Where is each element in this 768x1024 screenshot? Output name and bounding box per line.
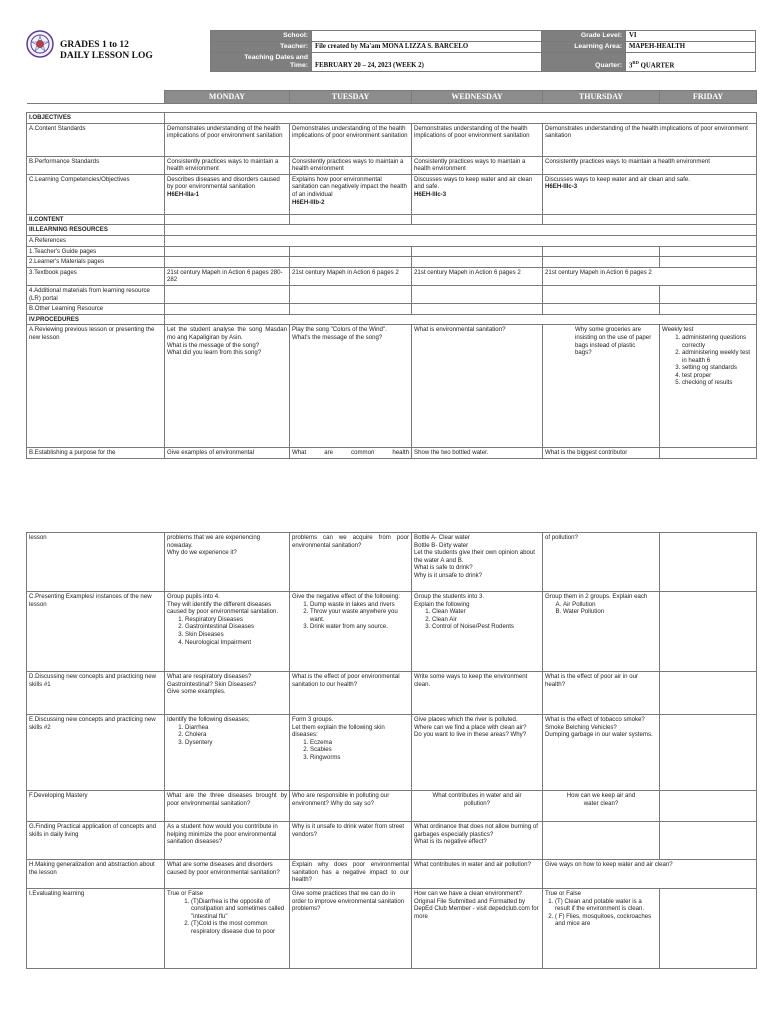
discuss2-wed: Give places which the river is polluted. Where can we find a place with clean air? Do you want to live in these areas? Why?	[412, 715, 543, 791]
evaluating-label: I.Evaluating learning	[27, 889, 165, 969]
lm-pages-label: 2.Learner's Materials pages	[27, 257, 165, 268]
day-thursday: THURSDAY	[543, 91, 660, 104]
discuss2-label: E.Discussing new concepts and practicing new skills #2	[27, 715, 165, 791]
generalization-tue: Explain why does poor environmental sanitation has a negative impact to our health?	[290, 860, 412, 889]
review-fri: Weekly test 1. administering questions correctly 2. administering weekly test in health 6 3. setting og standards 4. test proper 5. checking of results	[660, 325, 757, 448]
presenting-mon: Group pupils into 4. They will identify the different diseases caused by poor environmental sanitation. 1. Respiratory Diseases 2. Gastrointestinal Diseases 3. Skin Diseases 4. Neurological Impairment	[165, 592, 290, 672]
review-wed: What is environmental sanitation?	[412, 325, 543, 448]
dates-value: FEBRUARY 20 – 24, 2023 (WEEK 2)	[312, 53, 542, 72]
purpose-label: B.Establishing a purpose for the	[27, 448, 165, 459]
performance-tue: Consistently practices ways to maintain a health environment	[290, 156, 412, 174]
purpose-thu-cont: of pollution?	[543, 533, 660, 592]
content-heading: II.CONTENT	[27, 214, 165, 225]
review-label: A.Reviewing previous lesson or presenting the new lesson	[27, 325, 165, 448]
content-standards-wed: Demonstrates understanding of the health implications of poor environment sanitation	[412, 123, 543, 156]
day-friday: FRIDAY	[660, 91, 757, 104]
evaluating-mon: True or False 1. (T)Diarrhea is the opposite of constipation and sometimes called "intestinal flu" 2. (T)Cold is the most common respiratory disease due to poor	[165, 889, 290, 969]
textbook-tue: 21st century Mapeh in Action 6 pages 2	[290, 267, 412, 285]
performance-thu: Consistently practices ways to maintain a health environment	[543, 156, 757, 174]
purpose-thu-start: What is the biggest contributor	[543, 448, 660, 459]
lesson-table-page2	[26, 532, 757, 969]
purpose-wed-cont: Bottle A- Clear water Bottle B- Dirty water Let the students give their own opinion about the water A and B. What is safe to drink? Why is it unsafe to drink?	[412, 533, 543, 592]
practical-wed: What ordinance that does not allow burning of garbages especially plastics? What is its negative effect?	[412, 822, 543, 860]
discuss1-wed: Write some ways to keep the environment clean.	[412, 672, 543, 715]
content-standards-tue: Demonstrates understanding of the health implications of poor environment sanitation	[290, 123, 412, 156]
discuss2-tue: Form 3 groups. Let them explain the following skin diseases: 1. Eczema 2. Scabies 3. Ringworms	[290, 715, 412, 791]
generalization-thu: Give ways on how to keep water and air clean?	[543, 860, 757, 889]
review-tue: Play the song "Colors of the Wind". What's the message of the song?	[290, 325, 412, 448]
school-value	[312, 31, 542, 42]
purpose-tue-start: What are common health	[290, 448, 412, 459]
discuss2-thu: What is the effect of tobacco smoke? Smoke Belching Vehicles? Dumping garbage in our water systems.	[543, 715, 660, 791]
corner-cell	[27, 91, 165, 104]
additional-label: 4.Additional materials from learning resource (LR) portal	[27, 285, 165, 303]
school-label: School:	[211, 31, 312, 42]
competencies-wed: Discusses ways to keep water and air clean and safe. H6EH-IIIc-3	[412, 174, 543, 214]
area-value: MAPEH-HEALTH	[626, 42, 756, 53]
references-label: A.References	[27, 235, 165, 246]
mastery-label: F.Developing Mastery	[27, 791, 165, 822]
presenting-thu: Group them in 2 groups. Explain each A. Air Pollution B. Water Pollution	[543, 592, 660, 672]
textbook-wed: 21st century Mapeh in Action 6 pages 2	[412, 267, 543, 285]
area-label: Learning Area:	[542, 42, 626, 53]
purpose-wed-start: Show the two bottled water.	[412, 448, 543, 459]
header-info-table	[210, 30, 756, 72]
review-mon: Let the student analyse the song Masdan mo ang Kapaligiran by Asin. What is the message of the song? What did you learn from this song?	[165, 325, 290, 448]
other-resource-label: B.Other Learning Resource	[27, 304, 165, 315]
content-standards-mon: Demonstrates understanding of the health implications of poor environment sanitation	[165, 123, 290, 156]
textbook-thu: 21st century Mapeh in Action 6 pages 2	[543, 267, 757, 285]
day-monday: MONDAY	[165, 91, 290, 104]
lesson-label-cont: lesson	[27, 533, 165, 592]
quarter-value: 3RD QUARTER	[626, 53, 756, 72]
presenting-wed: Group the students into 3. Explain the following 1. Clean Water 2. Clean Air 3. Control of Noise/Pest Rodents	[412, 592, 543, 672]
page-title: GRADES 1 to 12 DAILY LESSON LOG	[60, 40, 153, 61]
teacher-label: Teacher:	[211, 42, 312, 53]
discuss1-mon: What are respiratory diseases? Gastrointestinal? Skin Diseases? Give some examples.	[165, 672, 290, 715]
mastery-thu: How can we keep air and water clean?	[543, 791, 660, 822]
purpose-mon-start: Give examples of environmental	[165, 448, 290, 459]
practical-tue: Why is it unsafe to drink water from street vendors?	[290, 822, 412, 860]
day-wednesday: WEDNESDAY	[412, 91, 543, 104]
teacher-value: File created by Ma'am MONA LIZZA S. BARCELO	[312, 42, 542, 53]
quarter-label: Quarter:	[542, 53, 626, 72]
competencies-tue: Explains how poor environmental sanitation can negatively impact the health of an individual H6EH-IIIb-2	[290, 174, 412, 214]
performance-wed: Consistently practices ways to maintain a health environment	[412, 156, 543, 174]
discuss1-label: D.Discussing new concepts and practicing new skills #1	[27, 672, 165, 715]
practical-mon: As a student how would you contribute in helping minimize the poor environmental sanitation diseases?	[165, 822, 290, 860]
mastery-wed: What contributes in water and air pollution?	[412, 791, 543, 822]
content-standards-label: A.Content Standards	[27, 123, 165, 156]
discuss1-thu: What is the effect of poor air in our health?	[543, 672, 660, 715]
procedures-heading: IV.PROCEDURES	[27, 314, 165, 325]
discuss2-mon: Identify the following diseases; 1. Diarrhea 2. Cholera 3. Dysentery	[165, 715, 290, 791]
practical-label: G.Finding Practical application of concepts and skills in daily living	[27, 822, 165, 860]
tg-pages-label: 1.Teacher's Guide pages	[27, 246, 165, 257]
generalization-wed: What contributes in water and air pollution?	[412, 860, 543, 889]
evaluating-tue: Give some practices that we can do in order to improve environmental sanitation problems?	[290, 889, 412, 969]
dates-label: Teaching Dates and Time:	[211, 53, 312, 72]
grade-value: VI	[626, 31, 756, 42]
generalization-mon: What are some diseases and disorders caused by poor environmental sanitation?	[165, 860, 290, 889]
resources-heading: III.LEARNING RESOURCES	[27, 225, 165, 236]
presenting-tue: Give the negative effect of the following: 1. Dump waste in lakes and rivers 2. Throw your waste anywhere you want. 3. Drink water from any source.	[290, 592, 412, 672]
textbook-mon: 21st century Mapeh in Action 6 pages 280-282	[165, 267, 290, 285]
discuss1-tue: What is the effect of poor environmental sanitation to our health?	[290, 672, 412, 715]
generalization-label: H.Making generalization and abstraction about the lesson	[27, 860, 165, 889]
mastery-mon: What are the three diseases brought by poor environmental sanitation?	[165, 791, 290, 822]
deped-seal	[26, 30, 54, 63]
textbook-label: 3.Textbook pages	[27, 267, 165, 285]
evaluating-wed: How can we have a clean environment? Original File Submitted and Formatted by DepEd Club Member - visit depedclub.com for more	[412, 889, 543, 969]
competencies-label: C.Learning Competencies/Objectives	[27, 174, 165, 214]
review-thu: Why some groceries are insisting on the use of paper bags instead of plastic bags?	[543, 325, 660, 448]
mastery-tue: Who are responsible in polluting our environment? Why do say so?	[290, 791, 412, 822]
competencies-thu: Discusses ways to keep water and air clean and safe. H6EH-IIIc-3	[543, 174, 757, 214]
performance-mon: Consistently practices ways to maintain a health environment	[165, 156, 290, 174]
day-tuesday: TUESDAY	[290, 91, 412, 104]
objectives-heading: I.OBJECTIVES	[27, 113, 165, 124]
purpose-tue-cont: problems can we acquire from poor environmental sanitation?	[290, 533, 412, 592]
content-standards-thu: Demonstrates understanding of the health implications of poor environment sanitation	[543, 123, 757, 156]
purpose-mon-cont: problems that we are experiencing nowaday. Why do we experience it?	[165, 533, 290, 592]
presenting-label: C.Presenting Examples/ instances of the new lesson	[27, 592, 165, 672]
competencies-mon: Describes diseases and disorders caused by poor environmental sanitation H6EH-IIIa-1	[165, 174, 290, 214]
performance-label: B.Performance Standards	[27, 156, 165, 174]
lesson-table-page1	[26, 90, 757, 459]
evaluating-thu: True or False 1. (T) Clean and potable water is a result if the environment is clean. 2. ( F) Flies, mosquitoes, cockroaches and mice are	[543, 889, 660, 969]
grade-label: Grade Level:	[542, 31, 626, 42]
